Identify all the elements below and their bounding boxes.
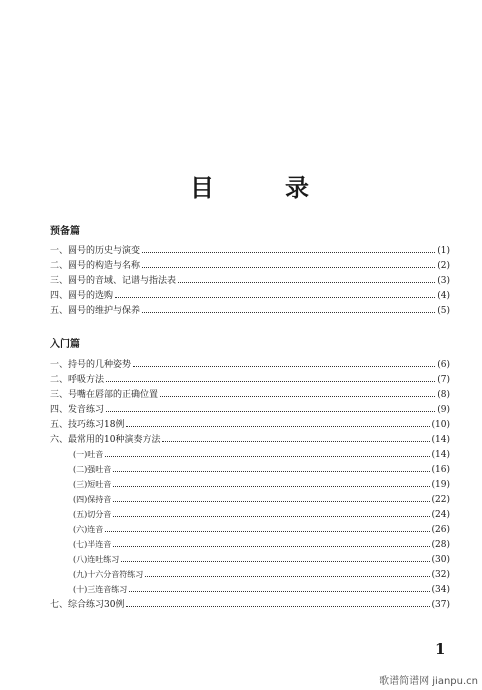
toc-entry-page: (16) xyxy=(431,465,450,475)
dot-leader xyxy=(105,456,429,457)
toc-entry[interactable] xyxy=(50,256,450,271)
toc-subentry[interactable] xyxy=(50,505,450,520)
watermark: 歌谱简谱网 jianpu.cn xyxy=(379,676,478,687)
toc-entry[interactable] xyxy=(50,286,450,301)
toc-entry-page: (3) xyxy=(437,276,450,286)
toc-subentry[interactable] xyxy=(50,445,450,460)
toc-subentry[interactable] xyxy=(50,490,450,505)
dot-leader xyxy=(113,501,429,502)
dot-leader xyxy=(133,366,435,367)
toc-entry[interactable] xyxy=(50,241,450,256)
toc-entry-page: (1) xyxy=(437,246,450,256)
toc-subentry[interactable] xyxy=(50,565,450,580)
toc-entry-label: (十)三连音练习 xyxy=(73,585,128,594)
dot-leader xyxy=(113,486,429,487)
toc-entry-page: (37) xyxy=(431,600,450,610)
toc-list-intro xyxy=(50,355,450,610)
toc-entry-page: (2) xyxy=(437,261,450,271)
toc-subentry[interactable] xyxy=(50,535,450,550)
toc-entry-page: (19) xyxy=(431,480,450,490)
toc-entry-label: (八)连吐练习 xyxy=(73,555,120,564)
toc-entry-label: (九)十六分音符练习 xyxy=(73,570,144,579)
toc-entry-page: (24) xyxy=(431,510,450,520)
toc-entry-page: (10) xyxy=(431,420,450,430)
toc-entry-label: 六、最常用的10种演奏方法 xyxy=(50,435,161,445)
title-char-1: 目 xyxy=(190,173,216,202)
dot-leader xyxy=(113,471,429,472)
toc-entry[interactable] xyxy=(50,430,450,445)
dot-leader xyxy=(126,426,429,427)
toc-entry-label: (一)吐音 xyxy=(73,450,104,459)
toc-entry-page: (14) xyxy=(431,450,450,460)
toc-entry-page: (28) xyxy=(431,540,450,550)
toc-entry-label: 四、发音练习 xyxy=(50,405,105,415)
dot-leader xyxy=(129,591,429,592)
toc-entry[interactable] xyxy=(50,400,450,415)
toc-entry-label: 五、技巧练习18例 xyxy=(50,420,125,430)
dot-leader xyxy=(162,441,429,442)
toc-entry-page: (5) xyxy=(437,306,450,316)
toc-entry-page: (22) xyxy=(431,495,450,505)
toc-entry-page: (9) xyxy=(437,405,450,415)
toc-subentry[interactable] xyxy=(50,475,450,490)
toc-entry[interactable] xyxy=(50,370,450,385)
toc-entry-page: (34) xyxy=(431,585,450,595)
toc-entry-page: (30) xyxy=(431,555,450,565)
toc-title xyxy=(0,168,482,202)
toc-entry-label: 三、号嘴在唇部的正确位置 xyxy=(50,390,159,400)
toc-subentry[interactable] xyxy=(50,520,450,535)
toc-entry-page: (8) xyxy=(437,390,450,400)
toc-subentry[interactable] xyxy=(50,550,450,565)
toc-entry-page: (14) xyxy=(431,435,450,445)
dot-leader xyxy=(115,297,435,298)
toc-entry-label: (七)半连音 xyxy=(73,540,112,549)
dot-leader xyxy=(178,282,435,283)
toc-entry-page: (6) xyxy=(437,360,450,370)
toc-entry-label: 四、圆号的选购 xyxy=(50,291,114,301)
dot-leader xyxy=(142,252,435,253)
dot-leader xyxy=(126,606,429,607)
toc-entry-label: (五)切分音 xyxy=(73,510,112,519)
toc-entry-label: 一、持号的几种姿势 xyxy=(50,360,132,370)
toc-entry-label: 七、综合练习30例 xyxy=(50,600,125,610)
toc-entry-label: (二)强吐音 xyxy=(73,465,112,474)
toc-entry-page: (26) xyxy=(431,525,450,535)
dot-leader xyxy=(106,381,435,382)
toc-entry-label: 三、圆号的音域、记谱与指法表 xyxy=(50,276,177,286)
dot-leader xyxy=(105,531,429,532)
toc-entry-label: 二、呼吸方法 xyxy=(50,375,105,385)
toc-entry-label: (四)保持音 xyxy=(73,495,112,504)
dot-leader xyxy=(106,411,435,412)
toc-entry-label: (三)短吐音 xyxy=(73,480,112,489)
toc-entry[interactable] xyxy=(50,595,450,610)
toc-entry-page: (32) xyxy=(431,570,450,580)
section-heading-intro: 入门篇 xyxy=(50,339,80,350)
toc-entry[interactable] xyxy=(50,271,450,286)
dot-leader xyxy=(145,576,429,577)
toc-entry[interactable] xyxy=(50,415,450,430)
toc-entry-label: 一、圆号的历史与演变 xyxy=(50,246,141,256)
toc-entry-label: 二、圆号的构造与名称 xyxy=(50,261,141,271)
toc-entry-label: 五、圆号的维护与保养 xyxy=(50,306,141,316)
dot-leader xyxy=(142,312,435,313)
toc-entry-label: (六)连音 xyxy=(73,525,104,534)
toc-entry-page: (7) xyxy=(437,375,450,385)
toc-list-prep xyxy=(50,241,450,316)
toc-entry-page: (4) xyxy=(437,291,450,301)
dot-leader xyxy=(121,561,429,562)
section-heading-prep: 预备篇 xyxy=(50,226,80,237)
toc-entry[interactable] xyxy=(50,301,450,316)
dot-leader xyxy=(113,516,429,517)
page-number: 1 xyxy=(435,640,446,658)
dot-leader xyxy=(142,267,435,268)
title-char-2: 录 xyxy=(285,173,311,202)
toc-subentry[interactable] xyxy=(50,580,450,595)
toc-entry[interactable] xyxy=(50,355,450,370)
dot-leader xyxy=(160,396,435,397)
toc-entry[interactable] xyxy=(50,385,450,400)
dot-leader xyxy=(113,546,429,547)
toc-subentry[interactable] xyxy=(50,460,450,475)
